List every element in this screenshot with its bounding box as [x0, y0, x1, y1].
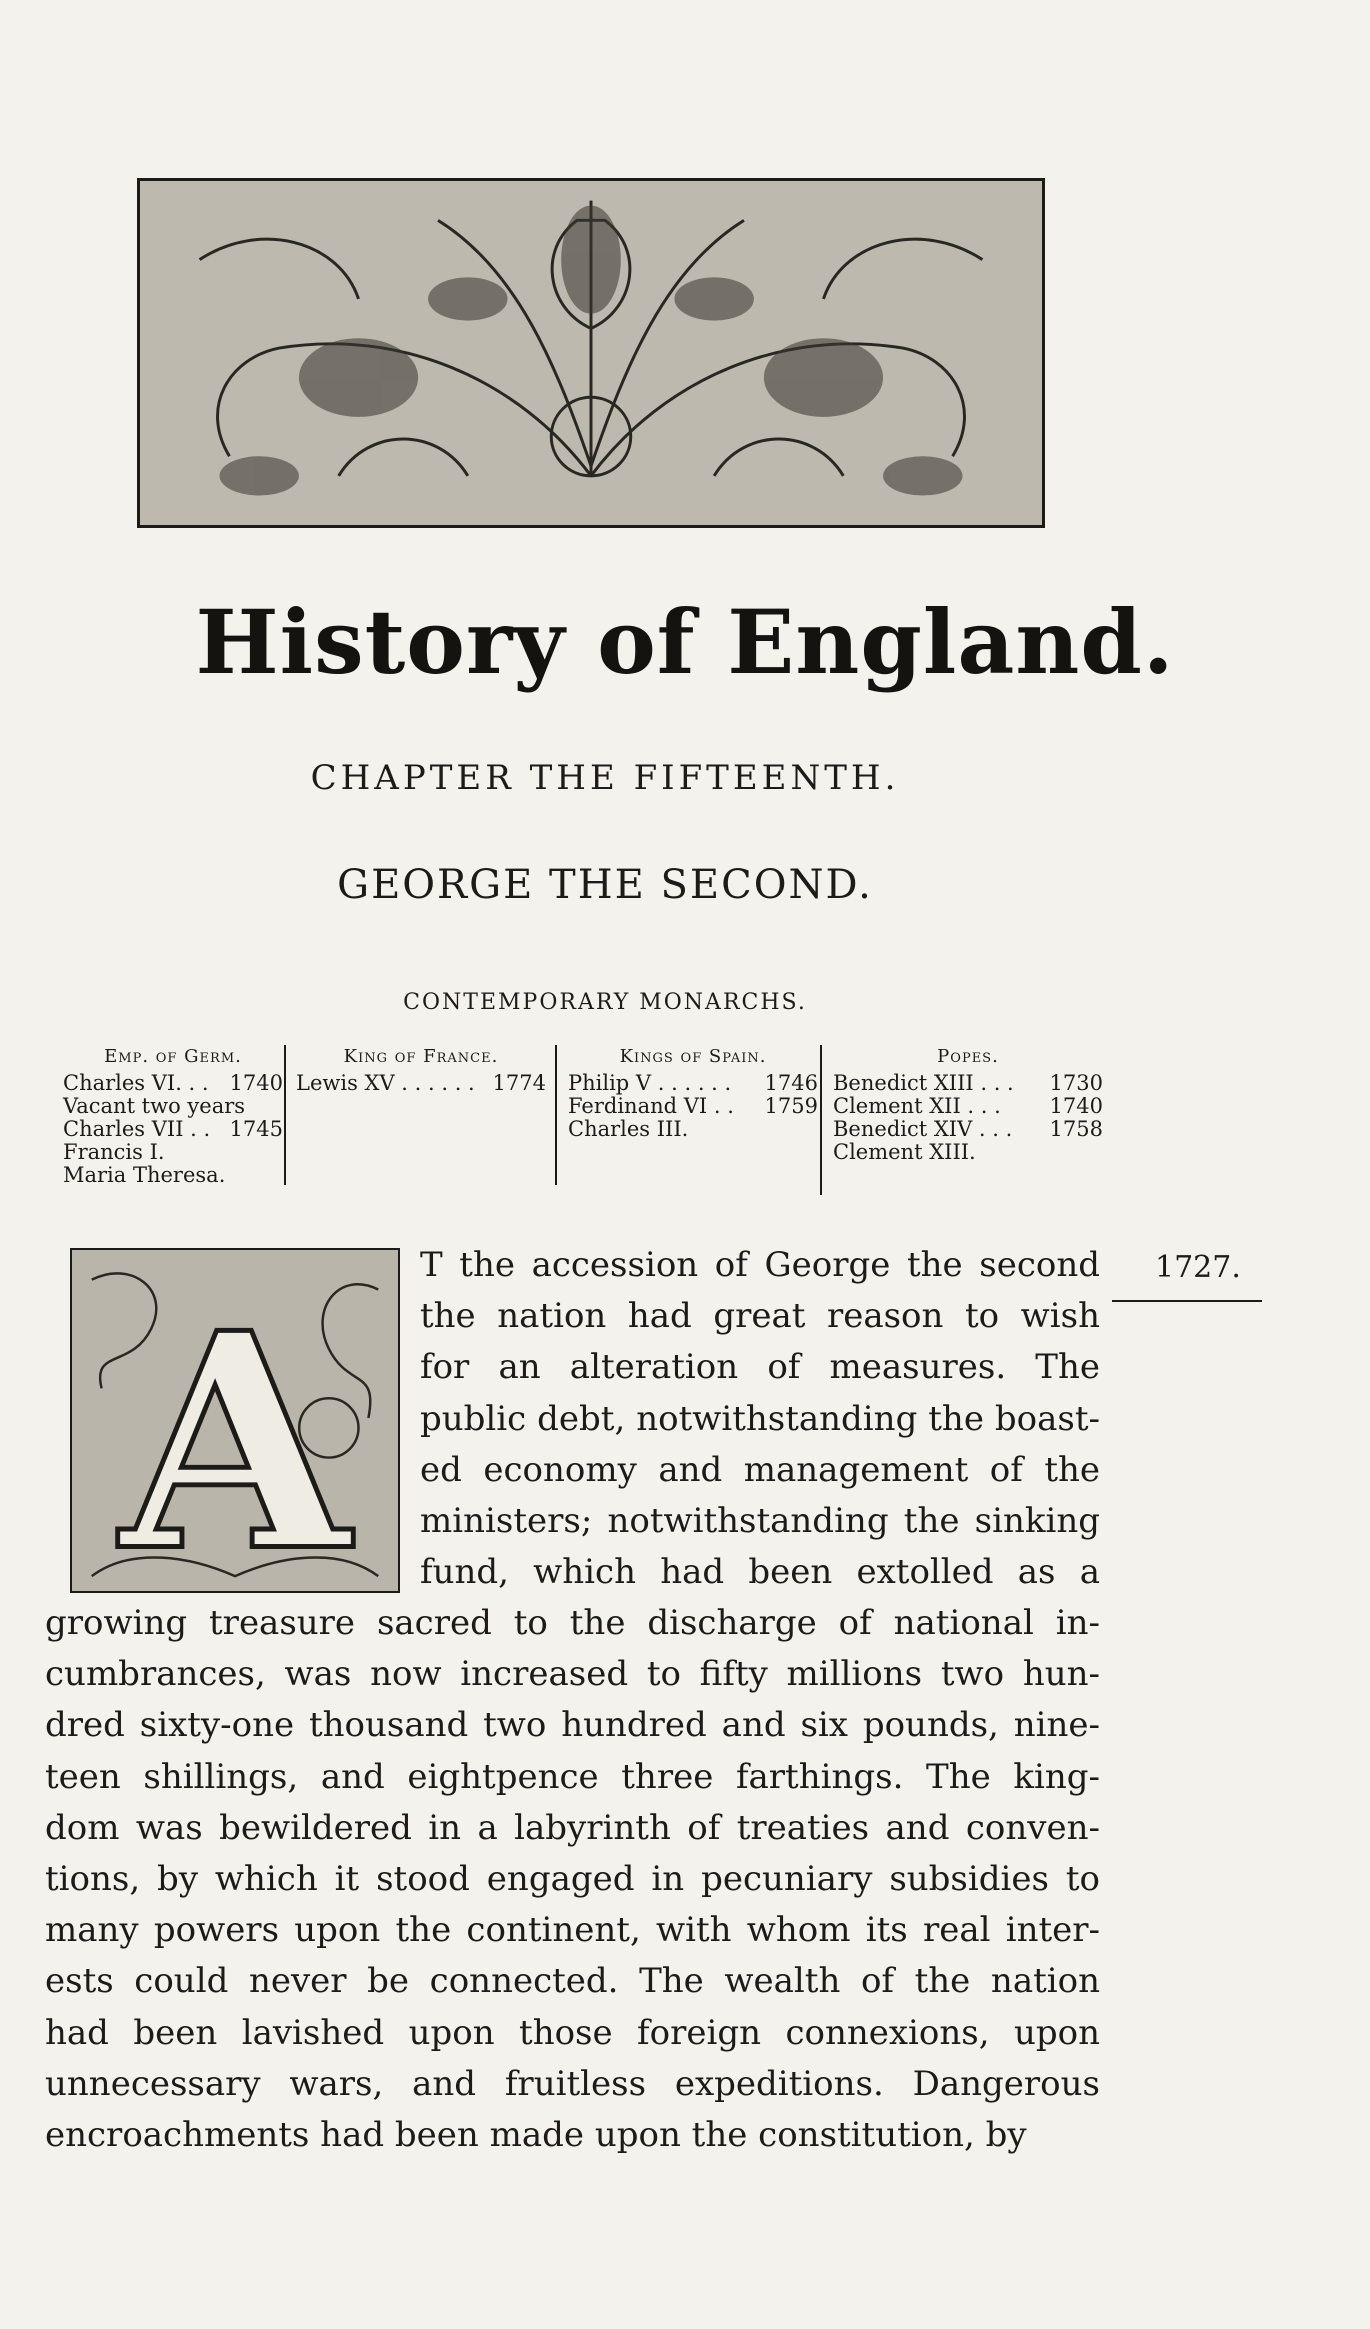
text-line: had been lavished upon those foreign connexions, upon — [45, 2012, 1100, 2053]
monarchs-table — [58, 1045, 1108, 1195]
column-heading: Popes. — [937, 1046, 999, 1067]
monarch-row — [63, 1141, 283, 1164]
column-heading: Emp. of Germ. — [104, 1046, 242, 1067]
text-line: fund, which had been extolled as a — [420, 1552, 1100, 1593]
text-line: for an alteration of measures. The — [420, 1347, 1100, 1388]
text-line: unnecessary wars, and fruitless expeditions. Dangerous — [45, 2063, 1100, 2104]
monarch-row — [63, 1118, 283, 1141]
text-line: ed economy and management of the — [420, 1449, 1100, 1490]
monarch-name: Maria Theresa. — [63, 1163, 226, 1187]
column-divider — [820, 1045, 822, 1195]
dropcap-letter: A — [120, 1268, 350, 1591]
monarch-name: Vacant two years — [63, 1094, 246, 1118]
text-line: ministers; notwithstanding the sinking — [420, 1501, 1100, 1542]
monarch-name: Philip V . . . . . . — [568, 1071, 732, 1095]
column-heading: Kings of Spain. — [619, 1046, 767, 1067]
monarch-row — [833, 1118, 1103, 1141]
text-line: ests could never be connected. The wealth of the nation — [45, 1961, 1100, 2002]
margin-year: 1727. — [1155, 1250, 1241, 1285]
decorative-header-engraving — [137, 178, 1045, 528]
column-heading: King of France. — [343, 1046, 499, 1067]
page-title: History of England. — [195, 590, 1175, 694]
monarch-row — [296, 1072, 546, 1095]
monarch-row — [63, 1072, 283, 1095]
monarch-name: Clement XII . . . — [833, 1094, 1001, 1118]
monarch-row — [63, 1095, 283, 1118]
column-divider — [555, 1045, 557, 1185]
text-line: the nation had great reason to wish — [420, 1296, 1100, 1337]
monarch-row — [63, 1164, 283, 1187]
reign-heading: GEORGE THE SECOND. — [337, 862, 873, 908]
monarch-name: Benedict XIII . . . — [833, 1071, 1014, 1095]
chapter-heading: CHAPTER THE FIFTEENTH. — [310, 758, 900, 798]
text-line: dred sixty-one thousand two hundred and six pounds, nine- — [45, 1705, 1100, 1746]
column-divider — [284, 1045, 286, 1185]
monarch-column-spain — [568, 1045, 818, 1141]
paragraph-continuation — [45, 1598, 1100, 2161]
text-line: tions, by which it stood engaged in pecuniary subsidies to — [45, 1859, 1100, 1900]
monarch-year: 1745 — [229, 1117, 283, 1141]
monarch-row — [833, 1072, 1103, 1095]
contemporary-monarchs-heading: CONTEMPORARY MONARCHS. — [403, 990, 807, 1015]
monarch-name: Charles VI. . . — [63, 1071, 209, 1095]
monarch-year: 1758 — [1049, 1117, 1103, 1141]
monarch-column-emperors — [63, 1045, 283, 1187]
monarch-year: 1746 — [764, 1071, 818, 1095]
monarch-row — [568, 1118, 818, 1141]
monarch-row — [833, 1141, 1103, 1164]
text-line: many powers upon the continent, with whom its real inter- — [45, 1910, 1100, 1951]
text-line: encroachments had been made upon the constitution, by — [45, 2115, 1027, 2156]
monarch-year: 1740 — [229, 1071, 283, 1095]
monarch-column-france — [296, 1045, 546, 1095]
monarch-column-popes — [833, 1045, 1103, 1164]
text-line: dom was bewildered in a labyrinth of treaties and conven- — [45, 1807, 1100, 1848]
monarch-name: Benedict XIV . . . — [833, 1117, 1013, 1141]
monarch-name: Charles III. — [568, 1117, 689, 1141]
monarch-row — [833, 1095, 1103, 1118]
monarch-name: Francis I. — [63, 1140, 165, 1164]
text-line: T the accession of George the second — [420, 1245, 1100, 1285]
paragraph-opening — [420, 1240, 1100, 1598]
text-line: teen shillings, and eightpence three farthings. The king- — [45, 1756, 1100, 1797]
monarch-name: Lewis XV . . . . . . — [296, 1071, 475, 1095]
monarch-name: Ferdinand VI . . — [568, 1094, 734, 1118]
text-line: growing treasure sacred to the discharge of national in- — [45, 1603, 1100, 1643]
monarch-name: Clement XIII. — [833, 1140, 976, 1164]
text-line: cumbrances, was now increased to fifty millions two hun- — [45, 1654, 1100, 1695]
monarch-year: 1759 — [764, 1094, 818, 1118]
monarch-year: 1740 — [1049, 1094, 1103, 1118]
text-line: public debt, notwithstanding the boast- — [420, 1398, 1100, 1439]
monarch-year: 1730 — [1049, 1071, 1103, 1095]
ornamental-initial-a — [70, 1248, 400, 1593]
monarch-row — [568, 1095, 818, 1118]
monarch-year: 1774 — [492, 1071, 546, 1095]
monarch-name: Charles VII . . — [63, 1117, 211, 1141]
monarch-row — [568, 1072, 818, 1095]
margin-year-rule — [1112, 1300, 1262, 1302]
